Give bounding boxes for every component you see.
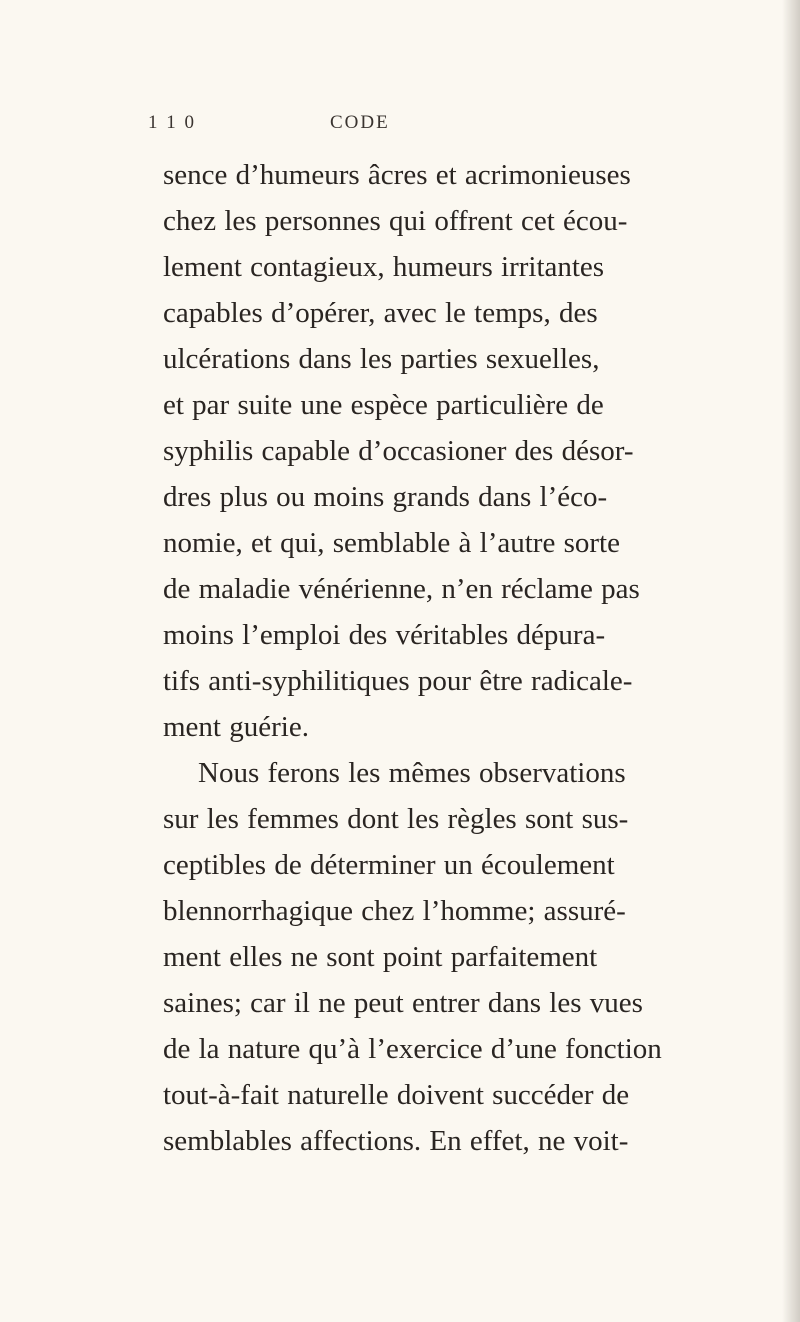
text-line: dres plus ou moins grands dans l’éco- xyxy=(163,481,608,513)
text-line: et par suite une espèce particulière de xyxy=(163,389,604,421)
text-line: syphilis capable d’occasioner des désor- xyxy=(163,435,634,467)
text-line: sur les femmes dont les règles sont sus- xyxy=(163,803,629,835)
text-line: semblables affections. En effet, ne voit- xyxy=(163,1125,629,1157)
text-line: tout-à-fait naturelle doivent succéder de xyxy=(163,1079,630,1111)
text-line: ceptibles de déterminer un écoulement xyxy=(163,849,615,881)
text-line: de la nature qu’à l’exercice d’une fonction xyxy=(163,1033,662,1065)
text-line: capables d’opérer, avec le temps, des xyxy=(163,297,598,329)
running-title: CODE xyxy=(330,112,390,133)
page-edge-shadow xyxy=(782,0,800,1322)
text-line: de maladie vénérienne, n’en réclame pas xyxy=(163,573,640,605)
text-line: sence d’humeurs âcres et acrimonieuses xyxy=(163,159,631,191)
text-line: saines; car il ne peut entrer dans les vues xyxy=(163,987,643,1019)
text-line: ulcérations dans les parties sexuelles, xyxy=(163,343,600,375)
body-text xyxy=(163,152,783,1164)
text-line: ment guérie. xyxy=(163,711,309,743)
text-line: chez les personnes qui offrent cet écou- xyxy=(163,205,628,237)
text-line: nomie, et qui, semblable à l’autre sorte xyxy=(163,527,620,559)
text-line: ment elles ne sont point parfaitement xyxy=(163,941,598,973)
paragraph-start-line: Nous ferons les mêmes observations xyxy=(198,757,626,789)
text-line: blennorrhagique chez l’homme; assuré- xyxy=(163,895,626,927)
running-header xyxy=(0,106,800,136)
text-line: moins l’emploi des véritables dépura- xyxy=(163,619,606,651)
text-line: lement contagieux, humeurs irritantes xyxy=(163,251,605,283)
page-number: 1 1 0 xyxy=(148,112,196,133)
text-line: tifs anti-syphilitiques pour être radicale- xyxy=(163,665,633,697)
